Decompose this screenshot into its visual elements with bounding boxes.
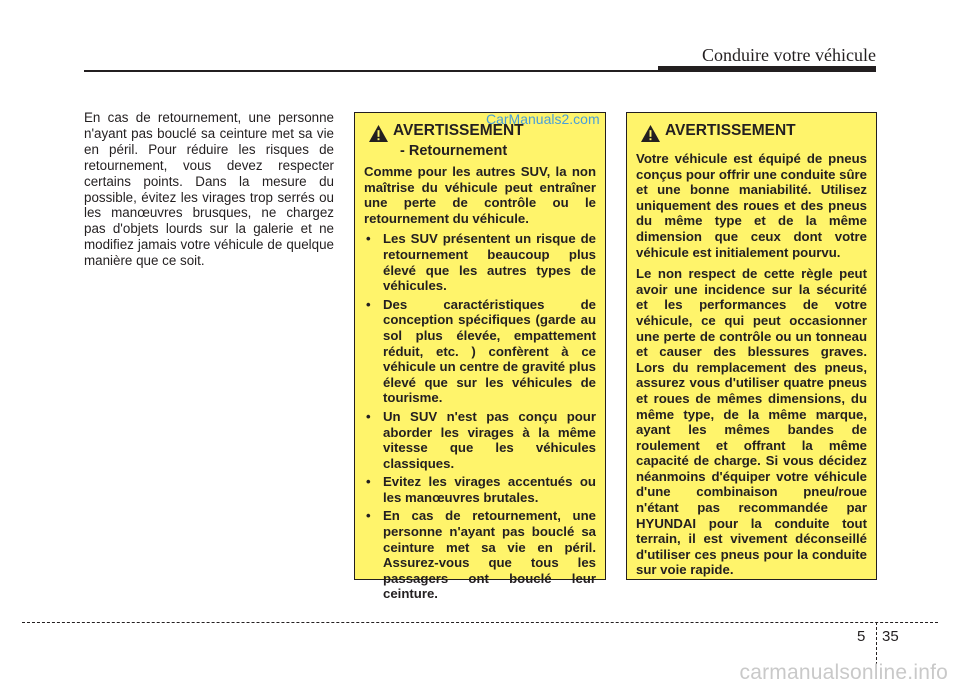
list-item: • Les SUV présentent un risque de retournement beaucoup plus élevé que les autres types de véhicules.	[364, 231, 596, 293]
warning-bullet-list	[364, 231, 596, 602]
section-title: Conduire votre véhicule	[702, 45, 876, 65]
warning-paragraph-1: Votre véhicule est équipé de pneus conçus pour offrir une conduite sûre et une bonne maniabilité. Utilisez uniquement des roues et des pneus du même type et de la même dimension que ceux dont votre véhicule est initialement pourvu.	[636, 151, 867, 260]
warning-triangle-icon	[368, 124, 389, 143]
warning-triangle-icon	[640, 124, 661, 143]
warning-title: AVERTISSEMENT	[393, 122, 524, 139]
watermark-bottom: carmanualsonline.info	[739, 661, 948, 684]
warning-paragraph-2: Le non respect de cette règle peut avoir une incidence sur la sécurité et les performances de votre véhicule, ce qui peut occasionner une perte de contrôle ou un tonneau et causer des blessures graves. Lors du remplacement des pneus, assurez vous d'utiliser quatre pneus et roues de mêmes dimensions, du même type, de la même marque, ayant les mêmes bandes de roulement et offrant la même capacité de charge. Si vous décidez néanmoins d'équiper votre véhicule d'une combinaison pneu/roue n'étant pas recommandée par HYUNDAI pour la conduite tout terrain, il est vivement déconseillé d'utiliser ces pneus pour la conduite sur voie rapide.	[636, 266, 867, 578]
watermark-top: CarManuals2.com	[486, 111, 600, 127]
page-number: 35	[882, 628, 899, 645]
list-item: • Un SUV n'est pas conçu pour aborder les virages à la même vitesse que les véhicules classiques.	[364, 409, 596, 471]
list-item: • En cas de retournement, une personne n'ayant pas bouclé sa ceinture met sa vie en péril. Assurez-vous que tous les passagers ont bouclé leur ceinture.	[364, 508, 596, 602]
warning-title: AVERTISSEMENT	[665, 122, 796, 139]
chapter-number: 5	[857, 628, 866, 645]
list-item: • Evitez les virages accentués ou les manœuvres brutales.	[364, 474, 596, 505]
warning-box-rollover	[354, 112, 606, 602]
body-paragraph: En cas de retournement, une personne n'ayant pas bouclé sa ceinture met sa vie en péril. Pour réduire les risques de retournement, vous devez respecter certains points. Dans la mesure du possible, évitez les virages trop serrés ou les manœuvres brusques, ne chargez pas d'objets lourds sur la galerie et ne modifiez jamais votre véhicule de quelque manière que ce soit.	[84, 110, 334, 269]
warning-header	[636, 123, 867, 143]
footer-dashed-rule	[22, 622, 938, 623]
warning-subtitle: - Retournement	[400, 143, 508, 159]
list-item: • Des caractéristiques de conception spécifiques (garde au sol plus élevée, empattement réduit, etc. ) confèrent à ce véhicule un centre de gravité plus élevé que sur les véhicules de tourisme.	[364, 297, 596, 406]
warning-box-tires	[626, 112, 877, 580]
header-rule	[84, 70, 876, 72]
warning-intro: Comme pour les autres SUV, la non maîtrise du véhicule peut entraîner une perte de contrôle ou le retournement du véhicule.	[364, 164, 596, 226]
